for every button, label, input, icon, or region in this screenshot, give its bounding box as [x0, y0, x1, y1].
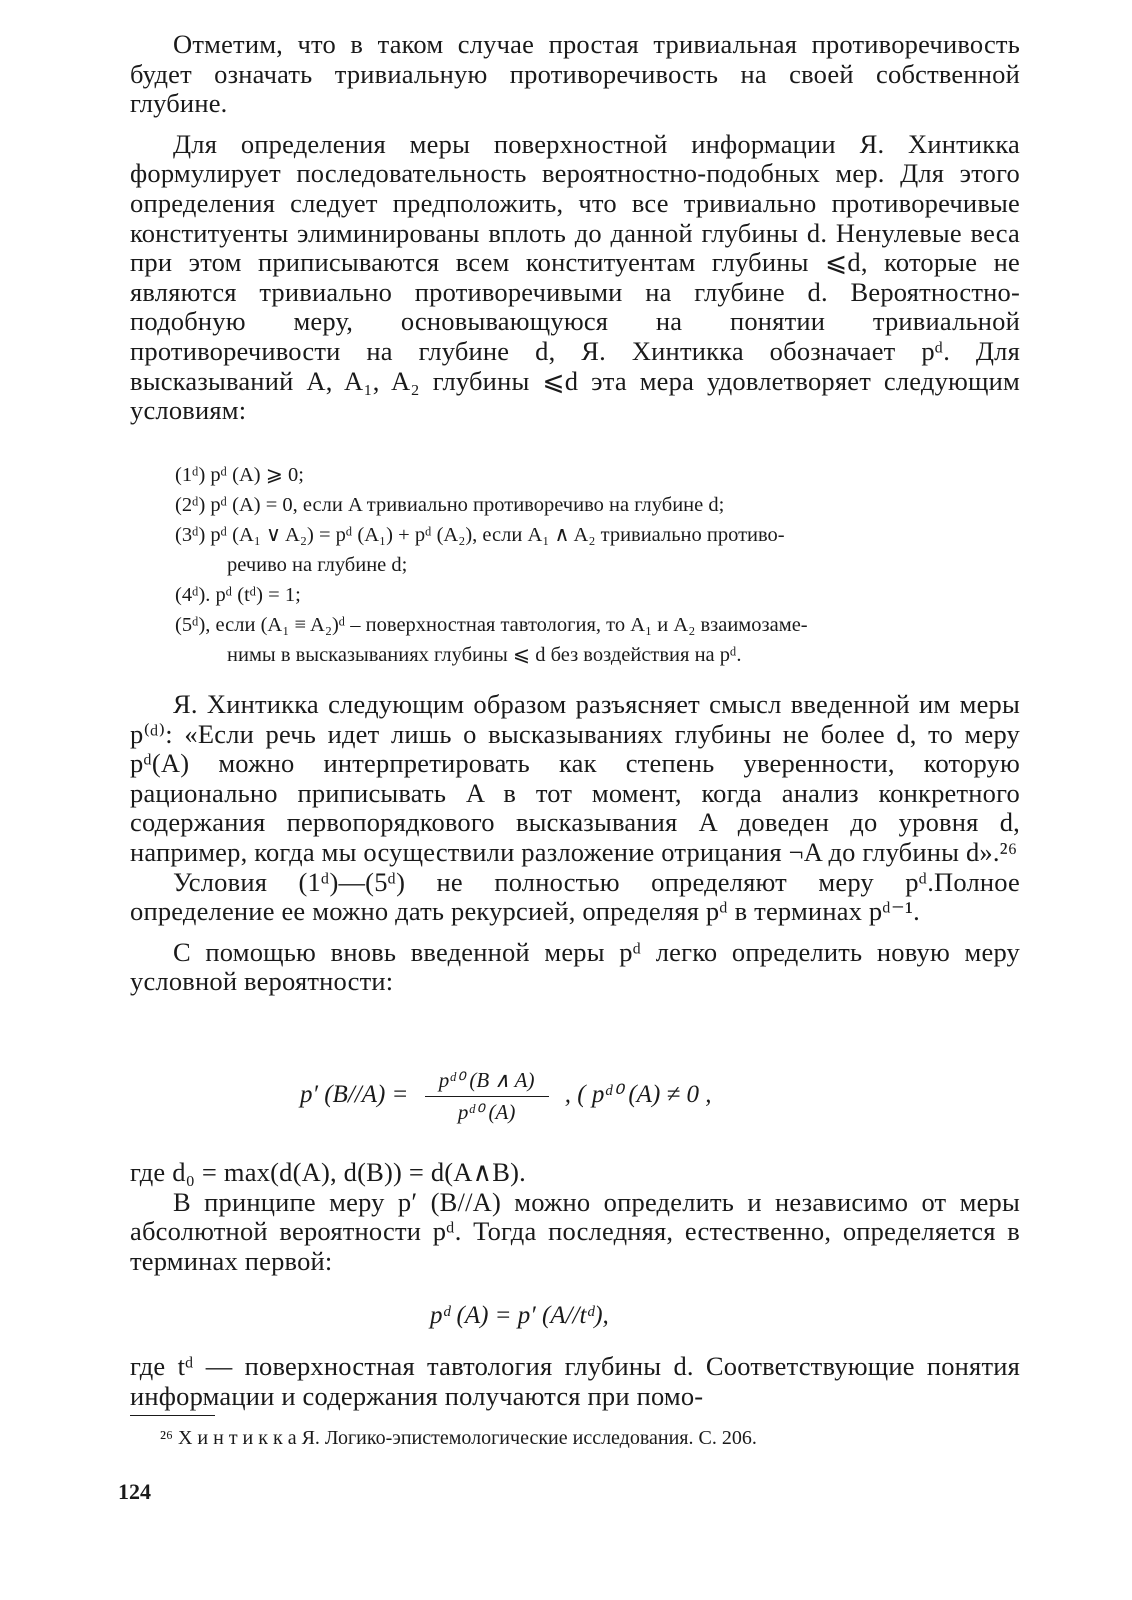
paragraph: Я. Хинтикка следующим образом разъясняет смысл введенной им меры p⁽ᵈ⁾: «Если речь идет лишь о высказываниях глубины не более d, то меру pᵈ(A) можно интерпретировать как степень уверенности, которую рационально приписывать A в тот момент, когда анализ конкретного содержания первопорядкового высказывания A доведен до уровня d, например, когда мы осуществили разложение отрицания ¬A до глубины d».²⁶: [130, 689, 1020, 867]
axiom-5: (5ᵈ), если (A₁ ≡ A₂)ᵈ – поверхностная тавтология, то A₁ и A₂ взаимозаме- нимы в высказываниях глубины ⩽ d без воздействия на pᵈ.: [175, 614, 808, 666]
formula-numerator: pᵈ⁰ (B ∧ A): [425, 1068, 549, 1097]
axioms-list: [175, 460, 1020, 670]
paragraph: где tᵈ — поверхностная тавтология глубины d. Соответствующие понятия информации и содержания получаются при помо-: [130, 1351, 1020, 1411]
formula-condition: , ( pᵈ⁰ (A) ≠ 0 ,: [564, 1081, 712, 1109]
axiom-4: (4ᵈ). pᵈ (tᵈ) = 1;: [175, 584, 301, 606]
text-block-last: [130, 1352, 1020, 1411]
paragraph: Условия (1ᵈ)—(5ᵈ) не полностью определяют меру pᵈ.Полное определение ее можно дать рекурсией, определяя pᵈ в терминах pᵈ⁻¹.: [130, 866, 1020, 927]
text-block-top: [130, 30, 1020, 426]
axiom-3: (3ᵈ) pᵈ (A₁ ∨ A₂) = pᵈ (A₁) + pᵈ (A₂), если A₁ ∧ A₂ тривиально противо- речиво на глубине d;: [175, 524, 785, 576]
paragraph: где d₀ = max(d(A), d(B)) = d(A∧B).: [130, 1157, 526, 1187]
text-block-lower: [130, 1158, 1020, 1276]
formula-denominator: pᵈ⁰ (A): [457, 1100, 516, 1124]
formula-absolute-probability: pᵈ (A) = p′ (A//tᵈ),: [430, 1302, 609, 1329]
paragraph: Отметим, что в таком случае простая тривиальная противоречивость будет означать тривиальную противоречивость на своей собственной глубине.: [130, 29, 1020, 119]
footnote-divider: [130, 1415, 215, 1416]
axiom-2: (2ᵈ) pᵈ (A) = 0, если A тривиально противоречиво на глубине d;: [175, 494, 725, 516]
formula-lhs: p′ (B//A) =: [300, 1081, 409, 1109]
paragraph: Для определения меры поверхностной информации Я. Хинтикка формулирует последовательность вероятностно-подобных мер. Для этого определения следует предположить, что все тривиально противоречивые конституенты элиминированы вплоть до данной глубины d. Ненулевые веса при этом приписываются всем конституентам глубины ⩽d, которые не являются тривиально противоречивыми на глубине d. Вероятностно-подобную меру, основывающуюся на понятии тривиальной противоречивости на глубине d, Я. Хинтикка обозначает pᵈ. Для высказываний A, A₁, A₂ глубины ⩽d эта мера удовлетворяет следующим условиям:: [130, 128, 1020, 426]
footnote: ²⁶ Х и н т и к к а Я. Логико-эпистемологические исследования. С. 206.: [160, 1427, 757, 1449]
formula-fraction: [425, 1068, 549, 1125]
page-number: 124: [118, 1479, 151, 1504]
paragraph: В принципе меру p′ (B//A) можно определить и независимо от меры абсолютной вероятности pᵈ. Тогда последняя, естественно, определяется в терминах первой:: [130, 1186, 1020, 1276]
paragraph: С помощью вновь введенной меры pᵈ легко определить новую меру условной вероятности:: [130, 936, 1020, 997]
formula-conditional-probability: [300, 1068, 712, 1125]
axiom-1: (1ᵈ) pᵈ (A) ⩾ 0;: [175, 464, 304, 486]
text-block-middle: [130, 690, 1020, 997]
